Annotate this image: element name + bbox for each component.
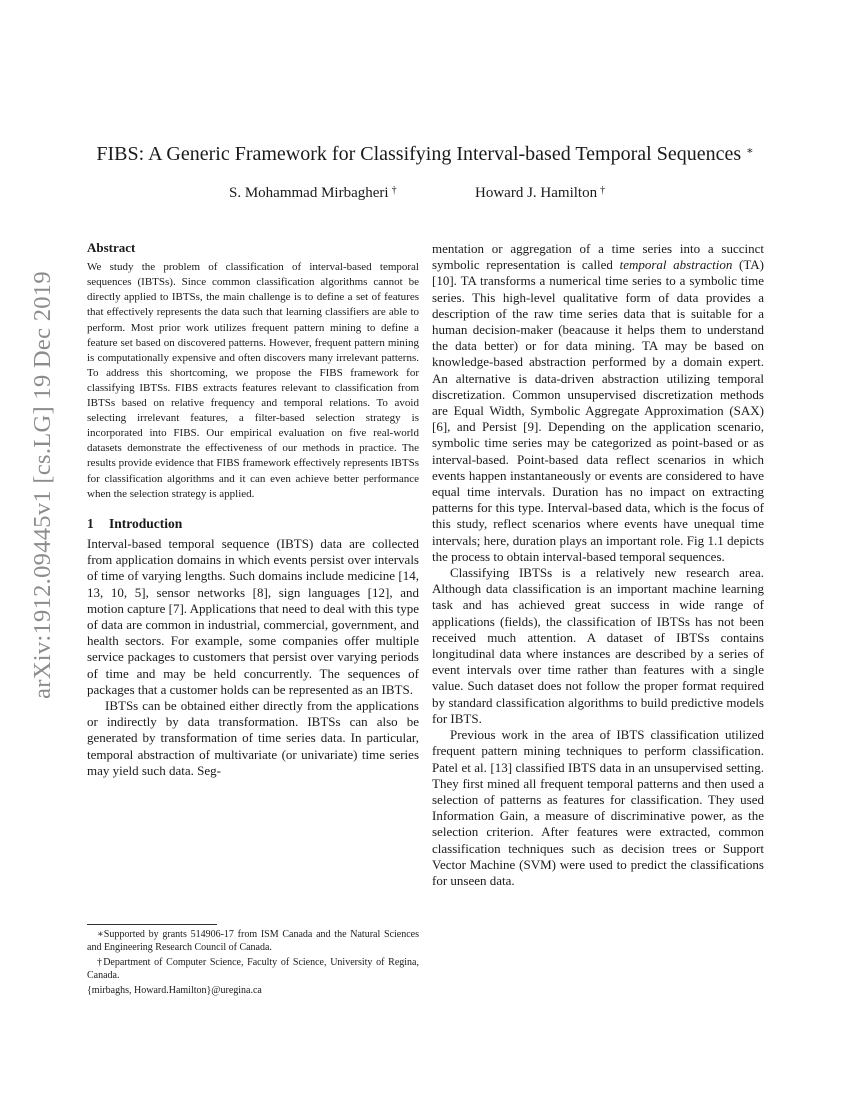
left-column [87, 240, 419, 779]
abstract-heading: Abstract [87, 240, 136, 255]
right-paragraph-1 [432, 241, 764, 565]
footnote-affiliation: †Department of Computer Science, Faculty of Science, University of Regina, Canada. [87, 956, 419, 982]
right-paragraph-2: Classifying IBTSs is a relatively new research area. Although data classification is an important machine learning task and has achieved great success in wide range of applications (fields), the classification of IBTSs has not been received much attention. A dataset of IBTSs contains longitudinal data where instances are described by a series of event intervals over time rather than features with a single value. Such dataset does not follow the proper format required by standard classification algorithms to build predictive models for IBTS. [432, 565, 764, 726]
author-2-name: Howard J. Hamilton [475, 185, 598, 201]
intro-paragraph-1: Interval-based temporal sequence (IBTS) data are collected from application domains in which events persist over intervals of time of varying lengths. Such domains include medicine [14, 13, 10, 5], sensor networks [8], sign languages [12], and motion capture [7]. Applications that need to deal with this type of data are common in industrial, commercial, government, and health sectors. For example, some companies offer multiple service packages to customers that persist over varying periods of time and may be held concurrently. The sequences of packages that a customer holds can be represented as an IBTS. [87, 535, 419, 697]
intro-paragraph-2: IBTSs can be obtained either directly from the applications or indirectly by data transformation. IBTSs can also be generated by transformation of time series data. In particular, temporal abstraction of multivariate (or univariate) time series may yield such data. Seg- [87, 697, 419, 778]
abstract-text: We study the problem of classification of interval-based temporal sequences (IBTSs). Since common classification algorithms cannot be directly applied to IBTSs, the main challenge is to define a set of features that effectively represents the data such that learning classifiers are able to perform. Most prior work utilizes frequent pattern mining to define a feature set based on discovered patterns. However, frequent pattern mining is computationally expensive and often discovers many irrelevant patterns. To address this shortcoming, we propose the FIBS framework for classifying IBTSs. FIBS extracts features relevant to classification from IBTSs based on relative frequency and temporal relations. To avoid selecting irrelevant features, a filter-based selection strategy is incorporated into FIBS. Our empirical evaluation on five real-world datasets demonstrate the effectiveness of our methods in practice. The results provide evidence that FIBS framework effectively represents IBTSs for classification algorithms and it can even achieve better performance when the selection strategy is applied. [87, 261, 419, 500]
section-heading-introduction [87, 516, 419, 532]
arxiv-identifier-stamp: arXiv:1912.09445v1 [cs.LG] 19 Dec 2019 [29, 271, 56, 699]
footnote-funding: ∗Supported by grants 514906-17 from ISM Canada and the Natural Sciences and Engineering Research Council of Canada. [87, 929, 419, 954]
title-footnote-mark: ∗ [746, 145, 754, 157]
section-number: 1 [87, 515, 94, 531]
temporal-abstraction-term: temporal abstraction [619, 257, 733, 273]
section-title: Introduction [109, 515, 183, 531]
right-paragraph-1-start: mentation or aggregation of a time series into a succinct symbolic representation is called [432, 241, 764, 273]
author-2-mark: † [600, 185, 606, 196]
author-1-name: S. Mohammad Mirbagheri [229, 185, 389, 201]
paper-title [0, 141, 850, 167]
author-1-mark: † [391, 185, 397, 196]
footnote-emails: {mirbaghs, Howard.Hamilton}@uregina.ca [87, 984, 262, 996]
right-column [432, 241, 764, 889]
right-paragraph-1-rest: (TA) [10]. TA transforms a numerical time series to a symbolic time series. This high-level qualitative form of data provides a description of the raw time series data that is suitable for a human decision-maker (beacause it helps them to understand the data better) or for data mining. TA may be based on knowledge-based abstraction performed by a domain expert. An alternative is data-driven abstraction utilizing temporal discretization. Common unsupervised discretization methods are Equal Width, Symbolic Aggregate Approximation (SAX) [6], and Persist [9]. Depending on the application scenario, symbolic time series may be categorized as point-based or as interval-based. Point-based data reflect scenarios in which events happen instantaneously or events are considered to have equal time intervals. Duration has no impact on extracting patterns for this type. Interval-based data, which is the focus of this study, reflect scenarios where events have unequal time intervals; here, duration plays an important role. Fig 1.1 depicts the process to obtain interval-based temporal sequences. [432, 257, 764, 564]
right-paragraph-3: Previous work in the area of IBTS classification utilized frequent pattern mining techniques to perform classification. Patel et al. [13] classified IBTS data in an unsupervised setting. They first mined all frequent temporal patterns and then used a selection of patterns as features for classification. They used Information Gain, a measure of discriminative power, as the selection criterion. After features were extracted, common classification techniques such as decision trees or Support Vector Machine (SVM) were used to predict the classifications for unseen data. [432, 727, 764, 888]
footnotes [87, 924, 419, 998]
paper-title-text: FIBS: A Generic Framework for Classifying Interval-based Temporal Sequences [96, 143, 742, 165]
author-1 [229, 183, 397, 203]
footnote-divider [87, 924, 217, 925]
author-2 [475, 183, 605, 203]
